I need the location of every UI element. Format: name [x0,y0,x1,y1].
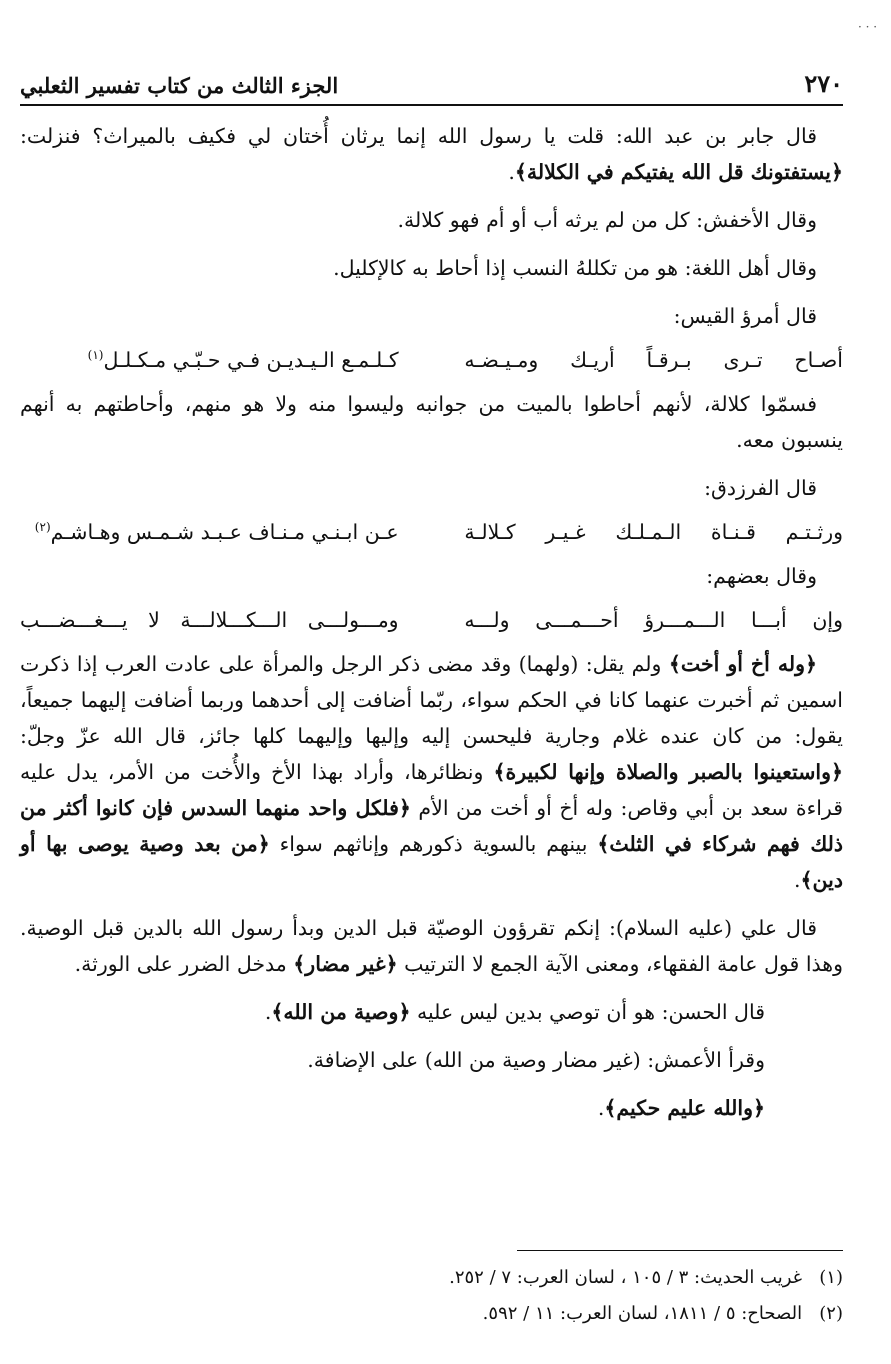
page-header [20,62,843,106]
paragraph-text: قال جابر بن عبد الله: قلت يا رسول الله إنما يرثان أُختان لي فكيف بالميراث؟ فنزلت: [20,124,817,148]
verse-first-hemistich: أصـاح تـرى بـرقـاً أريـك ومـيـضـه [464,348,843,372]
paragraph-text: ونظائرها، وأراد بهذا الأخ والأُخت من الأمر، يدل عليه قراءة سعد بن أبي وقاص: وله أخ أو أخت من الأم [20,760,844,820]
paragraph-farazdaq: قال الفرزدق: [704,476,817,500]
paragraph-text: ولم يقل: (ولهما) وقد مضى ذكر الرجل والمرأة على عادت العرب إذا ذكرت اسمين ثم أخبرت عنهما كانا في الحكم سواء، ربّما أضافت إلى أحدهما وربما أضافت إليهما جميعاً، يقول: من كان عنده غلام وجارية فليحسن إليه وإليها وإليهما كلها جائز، قال الله عزّ وجلّ: [20,652,843,748]
punctuation: . [264,1000,272,1024]
quran-quote: ﴿واستعينوا بالصبر والصلاة وإنها لكبيرة﴾ [493,760,843,784]
quran-quote: ﴿يستفتونك قل الله يفتيكم في الكلالة﴾ [514,160,843,184]
corner-mark: · · · [858,20,878,34]
paragraph-imru-al-qays: قال أمرؤ القيس: [673,304,817,328]
quran-quote: ﴿غير مضار﴾ [293,952,398,976]
quran-quote: ﴿وله أخ أو أخت﴾ [668,652,818,676]
paragraph-text: قال علي (عليه السلام): إنكم تقرؤون الوصيّة قبل الدين وبدأ رسول الله بالدين قبل الوصية. وهذا قول عامة الفقهاء، ومعنى الآية الجمع لا الترتيب [20,916,843,976]
quran-quote: ﴿والله عليم حكيم﴾ [604,1096,765,1120]
verse-second-hemistich: ومـــولـــى الـــكـــلالـــة لا يـــغـــضـــب [20,608,399,632]
page-number: ٢٧٠ [804,69,843,98]
paragraph-amash: وقرأ الأعمش: (غير مضار وصية من الله) على الإضافة. [307,1048,765,1072]
footnotes [20,1260,843,1332]
paragraph-akh-ukht [20,646,843,898]
footnote-text: غريب الحديث: ٣ / ١٠٥ ، لسان العرب: ٧ / ٢٥٢. [449,1267,803,1288]
paragraph-ahl-al-lugha: وقال أهل اللغة: هو من تكللهُ النسب إذا أحاط به كالإكليل. [333,256,817,280]
verse-second-hemistich [20,514,399,550]
paragraph-ali [20,910,843,982]
footnote-2 [20,1296,843,1332]
footnote-ref: (٢) [34,520,51,535]
paragraph-baaduhum: وقال بعضهم: [706,564,817,588]
verse-second-hemistich [20,342,399,378]
verse-first-hemistich: وإن أبـــا الـــمـــرؤ أحـــمـــى ولـــه [464,608,843,632]
footnote-ref: (١) [87,348,104,363]
page-body [20,118,843,1138]
verse-second-text: كـلـمـع الـيـديـن فـي حـبّـي مـكـلـل [103,348,399,372]
paragraph-text: مدخل الضرر على الورثة. [74,952,294,976]
footnote-text: الصحاح: ٥ / ١٨١١، لسان العرب: ١١ / ٥٩٢. [482,1303,803,1324]
footnote-number: (١) [819,1267,843,1288]
verse-farazdaq [20,514,843,550]
punctuation: . [597,1096,605,1120]
paragraph-final-verse [20,1090,791,1126]
paragraph-hasan [20,994,791,1030]
punctuation: . [508,160,515,184]
footnote-divider [517,1250,843,1251]
verse-second-text: عـن ابـنـي مـنـاف عـبـد شـمـس وهـاشـم [50,520,399,544]
verse-first-hemistich: ورثـتـم قـنـاة الـمـلـك غـيـر كـلالـة [464,520,843,544]
verse-anonymous [20,602,843,638]
paragraph-kalala-explanation: فسمّوا كلالة، لأنهم أحاطوا بالميت من جوانبه وليسوا منه ولا هو منهم، وأحاطتهم به أنهم ينسبون معه. [20,392,843,452]
punctuation: . [794,868,801,892]
paragraph-text: قال الحسن: هو أن توصي بدين ليس عليه [410,1000,765,1024]
footnote-1 [20,1260,843,1296]
closing-block [20,994,843,1126]
quran-quote: ﴿فلكل واحد منهما السدس فإن كانوا أكثر من ذلك فهم شركاء في الثلث﴾ [20,796,843,856]
quran-quote: ﴿من بعد وصية يوصى بها أو دين﴾ [20,832,843,892]
quran-quote: ﴿وصية من الله﴾ [271,1000,411,1024]
verse-imru-al-qays [20,342,843,378]
running-title: الجزء الثالث من كتاب تفسير الثعلبي [20,73,339,98]
paragraph-jabir [20,118,843,190]
paragraph-akhfash: وقال الأخفش: كل من لم يرثه أب أو أم فهو كلالة. [397,208,817,232]
paragraph-text: بينهم بالسوية ذكورهم وإناثهم سواء [269,832,598,856]
footnote-number: (٢) [819,1303,843,1324]
